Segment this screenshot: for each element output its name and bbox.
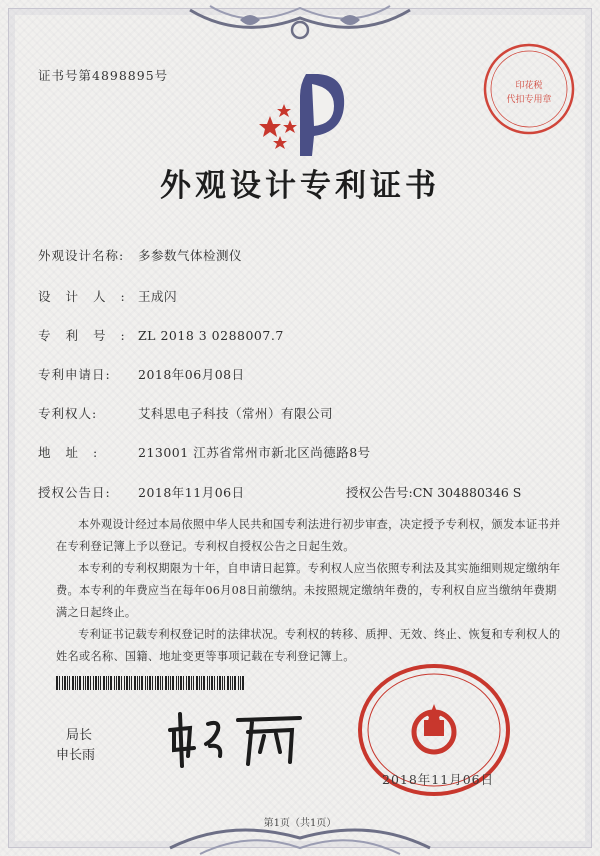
designer-value: 王成闪 bbox=[138, 289, 178, 304]
patentee-value: 艾科思电子科技（常州）有限公司 bbox=[138, 406, 334, 421]
patent-number-value: ZL 2018 3 0288007.7 bbox=[138, 328, 284, 343]
director-title: 局长 bbox=[66, 728, 93, 743]
director-signature bbox=[160, 700, 310, 768]
page-footer: 第1页（共1页） bbox=[263, 818, 337, 829]
grant-number-label: 授权公告号: bbox=[346, 485, 413, 500]
patentee-label: 专利权人: bbox=[38, 406, 98, 421]
designer-label: 设计人: bbox=[38, 289, 140, 304]
paragraph-term: 本专利的专利权期限为十年，自申请日起算。专利权人应当依照专利法及其实施细则规定缴纳年费。本专利的年费应当在每年06月08日前缴纳。未按照规定缴纳年费的，专利权自应当缴纳年费期满之日起终止。 bbox=[56, 562, 561, 619]
address-label: 地址: bbox=[38, 445, 113, 460]
address-row bbox=[38, 443, 371, 461]
design-name-label: 外观设计名称: bbox=[38, 248, 125, 263]
grant-date-label: 授权公告日: bbox=[38, 485, 111, 500]
design-name-value: 多参数气体检测仪 bbox=[138, 248, 243, 263]
barcode-icon bbox=[56, 676, 246, 690]
tax-stamp-icon bbox=[480, 40, 578, 138]
filing-date-row bbox=[38, 365, 245, 383]
filing-date-label: 专利申请日: bbox=[38, 367, 111, 382]
certificate-title: 外观设计专利证书 bbox=[160, 168, 440, 204]
paragraph-registration: 专利证书记载专利权登记时的法律状况。专利权的转移、质押、无效、终止、恢复和专利权人的姓名或名称、国籍、地址变更等事项记载在专利登记簿上。 bbox=[56, 628, 561, 663]
director-name: 申长雨 bbox=[56, 748, 96, 763]
grant-number-value: CN 304880346 S bbox=[412, 485, 522, 500]
designer-row bbox=[38, 287, 177, 305]
seal-date: 2018年11月06日 bbox=[382, 772, 495, 787]
top-ornament-icon bbox=[180, 0, 420, 52]
patentee-row bbox=[38, 404, 333, 422]
patent-number-row bbox=[38, 326, 284, 344]
svg-text:代扣专用章: 代扣专用章 bbox=[506, 95, 552, 105]
certificate-number: 证书号第4898895号 bbox=[38, 68, 169, 83]
svg-text:印花税: 印花税 bbox=[515, 81, 543, 91]
grant-date-value: 2018年11月06日 bbox=[138, 485, 245, 500]
patent-office-logo-icon bbox=[254, 66, 354, 158]
filing-date-value: 2018年06月08日 bbox=[138, 367, 245, 382]
patent-number-label: 专利号: bbox=[38, 328, 140, 343]
paragraph-grant: 本外观设计经过本局依照中华人民共和国专利法进行初步审查，决定授予专利权，颁发本证书并在专利登记簿上予以登记。专利权自授权公告之日起生效。 bbox=[56, 518, 561, 553]
design-name-row bbox=[38, 246, 242, 264]
grant-number-row bbox=[346, 483, 521, 501]
address-value: 213001 江苏省常州市新北区尚德路8号 bbox=[138, 445, 371, 460]
grant-date-row bbox=[38, 483, 245, 501]
